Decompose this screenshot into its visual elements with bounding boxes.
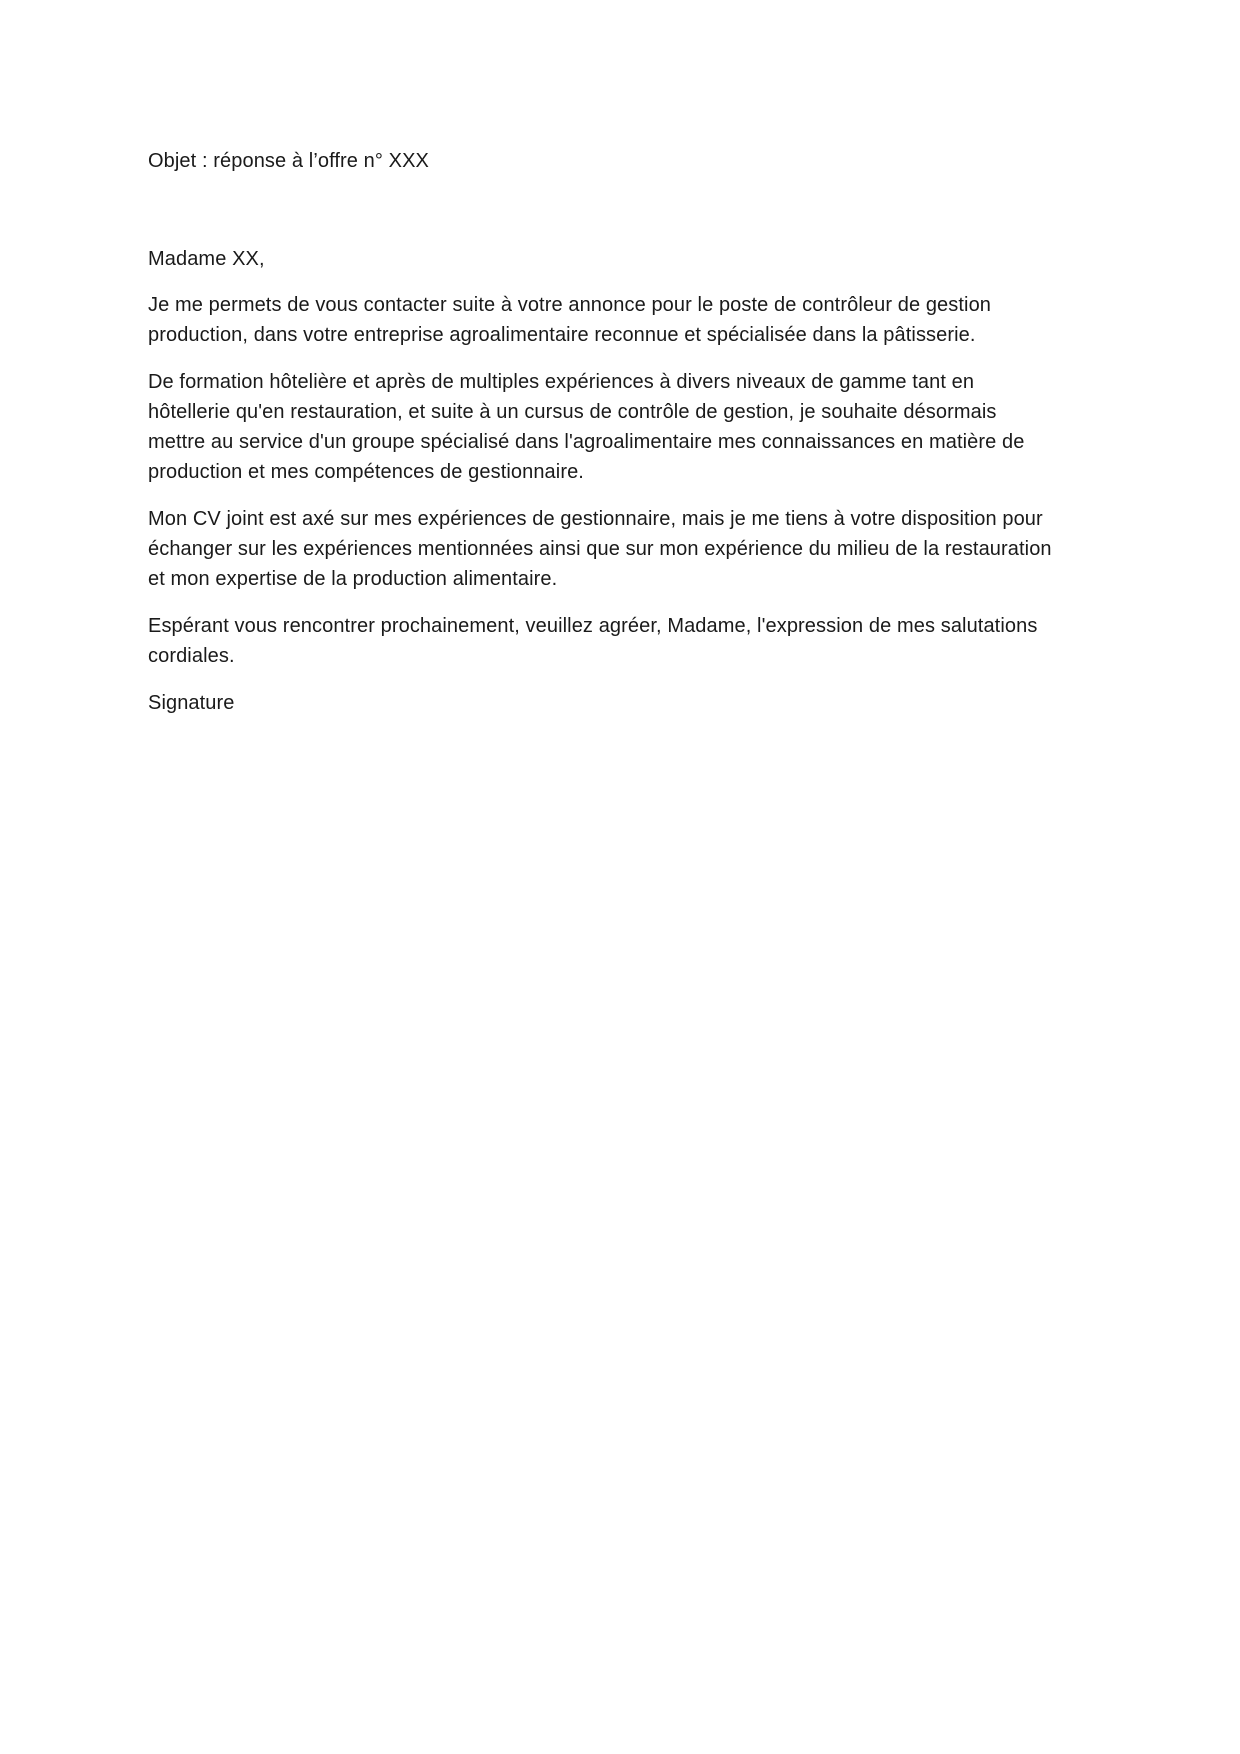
paragraph-cv (148, 504, 1098, 594)
letter-salutation: Madame XX, (148, 248, 265, 270)
letter-signature: Signature (148, 692, 235, 714)
cover-letter (148, 146, 1098, 718)
paragraph-application (148, 290, 1098, 350)
paragraph-line: et mon expertise de la production alimentaire. (148, 568, 558, 590)
paragraph-line: Mon CV joint est axé sur mes expériences de gestionnaire, mais je me tiens à votre disposition pour (148, 508, 1043, 530)
paragraph-line: Je me permets de vous contacter suite à votre annonce pour le poste de contrôleur de gestion (148, 294, 992, 316)
paragraph-line: mettre au service d'un groupe spécialisé dans l'agroalimentaire mes connaissances en matière de (148, 431, 1025, 453)
paragraph-line: Espérant vous rencontrer prochainement, veuillez agréer, Madame, l'expression de mes salutations (148, 615, 1038, 637)
letter-subject: Objet : réponse à l’offre n° XXX (148, 150, 429, 172)
paragraph-line: cordiales. (148, 645, 235, 667)
paragraph-line: échanger sur les expériences mentionnées ainsi que sur mon expérience du milieu de la restauration (148, 538, 1052, 560)
paragraph-line: hôtellerie qu'en restauration, et suite à un cursus de contrôle de gestion, je souhaite désormais (148, 401, 997, 423)
paragraph-line: De formation hôtelière et après de multiples expériences à divers niveaux de gamme tant en (148, 371, 975, 393)
paragraph-line: production, dans votre entreprise agroalimentaire reconnue et spécialisée dans la pâtisserie. (148, 324, 976, 346)
paragraph-closing (148, 611, 1098, 671)
paragraph-background (148, 367, 1098, 487)
paragraph-line: production et mes compétences de gestionnaire. (148, 461, 584, 483)
